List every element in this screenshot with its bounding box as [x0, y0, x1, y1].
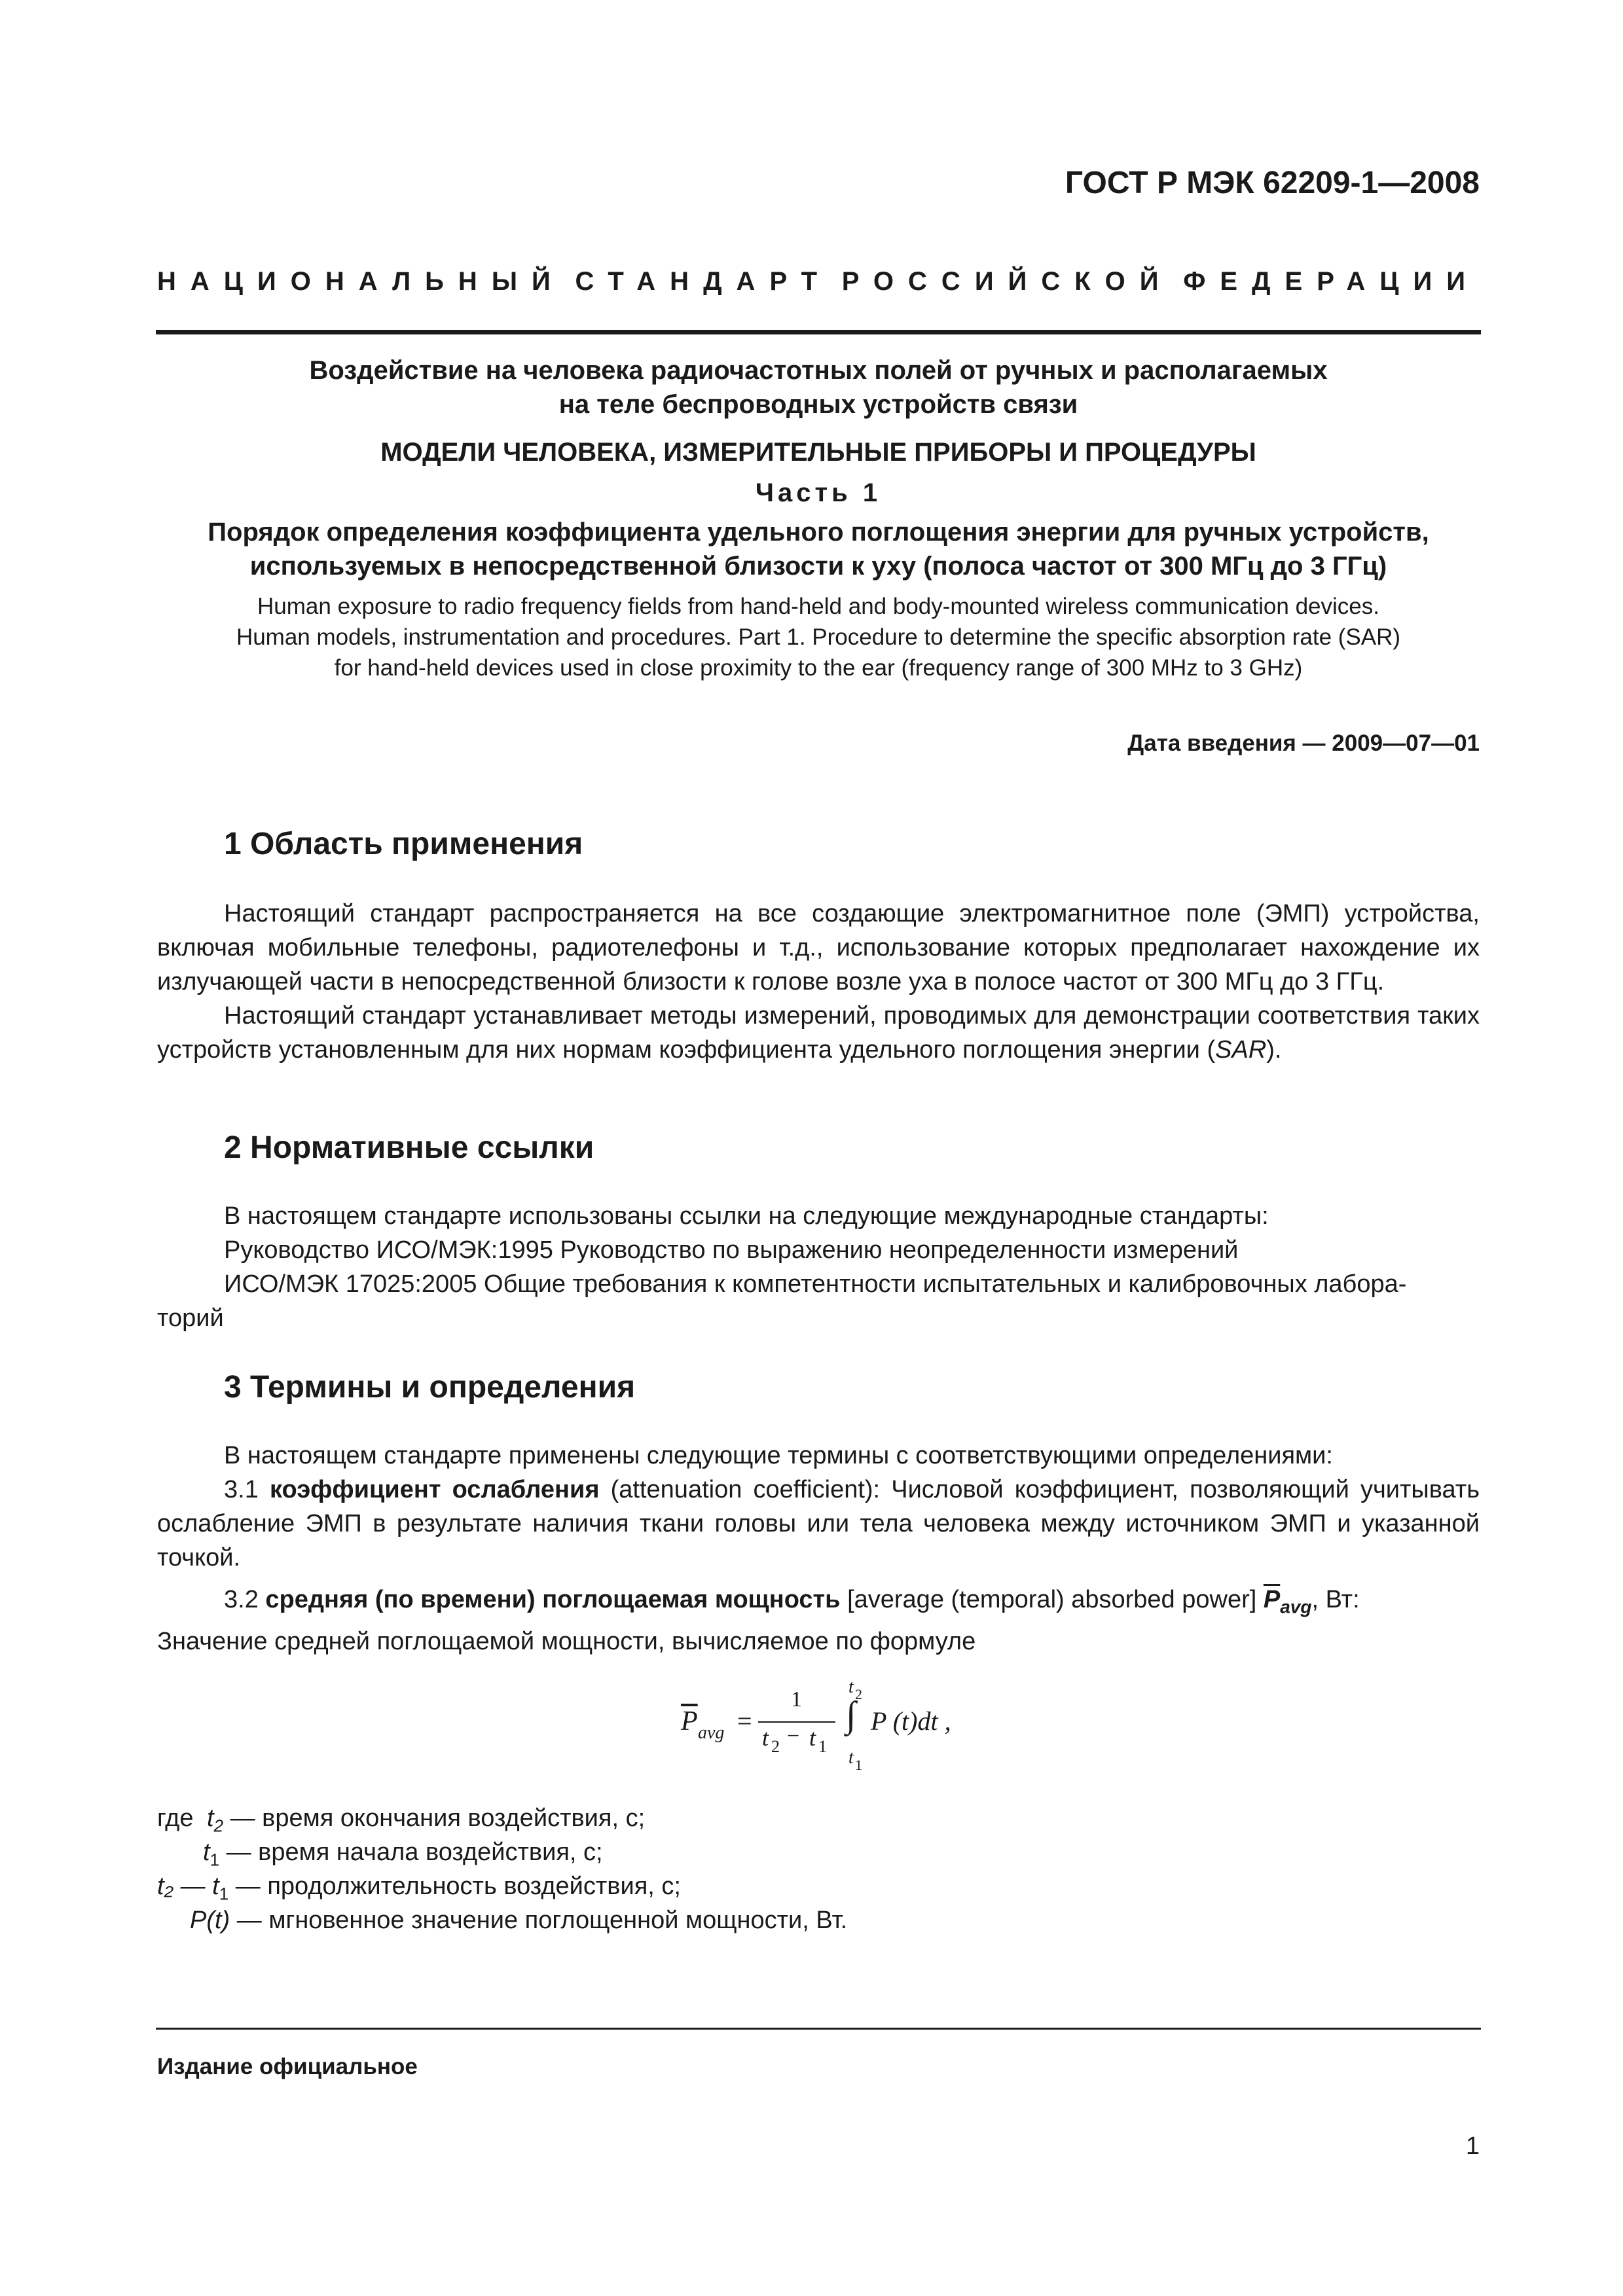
integral-sign: ∫	[846, 1695, 856, 1735]
term-3-2-symbol-sub: avg	[1280, 1596, 1312, 1617]
term-3-2-number: 3.2	[224, 1586, 266, 1613]
term-3-1-term: коэффициент ослабления	[269, 1476, 600, 1503]
footer-divider	[156, 2028, 1481, 2030]
part-title-line-1: Порядок определения коэффициента удельного поглощения энергии для ручных устройств,	[208, 518, 1429, 547]
legend-item	[157, 1869, 847, 1903]
term-3-2-english: [average (temporal) absorbed power]	[840, 1586, 1264, 1613]
legend-symbol-sub: 1	[219, 1884, 229, 1904]
english-title	[157, 591, 1480, 683]
part-label: Часть 1	[755, 478, 882, 507]
standard-code: ГОСТ Р МЭК 62209-1—2008	[1065, 166, 1480, 200]
english-title-line-3: for hand-held devices used in close proximity to the ear (frequency range of 300 MHz to 3 GHz)	[334, 655, 1303, 681]
legend-item	[157, 1801, 847, 1835]
sar-abbreviation: SAR	[1215, 1036, 1267, 1064]
banner-word-4: ФЕДЕРАЦИИ	[1183, 267, 1480, 296]
average-power-formula	[681, 1677, 1008, 1788]
formula-den-t1-sub: 1	[818, 1737, 827, 1756]
legend-item	[157, 1835, 847, 1869]
legend-symbol: t₂ — t	[157, 1873, 219, 1900]
page-number: 1	[1465, 2132, 1480, 2160]
term-3-2-symbol	[1264, 1586, 1280, 1613]
section-3-paragraph-1: В настоящем стандарте применены следующие термины с соответствующими определениями:	[224, 1442, 1333, 1469]
legend-symbol: t	[203, 1839, 210, 1866]
section-2-paragraph-1: В настоящем стандарте использованы ссылки на следующие международные стандарты:	[224, 1202, 1269, 1230]
formula-den-minus: −	[787, 1724, 800, 1748]
introduction-date: Дата введения — 2009—07—01	[1127, 730, 1480, 756]
term-3-1-definition: (attenuation coefficient): Числовой коэффициент, позволяющий учитывать ослабление ЭМП в результате наличия ткани головы или тела человека между источником ЭМП и указанной точкой.	[157, 1476, 1480, 1571]
legend-item	[157, 1903, 847, 1937]
title-line-1: Воздействие на человека радиочастотных полей от ручных и располагаемых	[309, 356, 1328, 385]
term-3-1	[157, 1473, 1480, 1575]
term-3-2-unit: , Вт:	[1311, 1586, 1360, 1613]
banner-word-3: РОССИЙСКОЙ	[841, 267, 1173, 296]
english-title-line-2: Human models, instrumentation and procedures. Part 1. Procedure to determine the specific absorption rate (SAR)	[236, 624, 1401, 650]
subtitle: МОДЕЛИ ЧЕЛОВЕКА, ИЗМЕРИТЕЛЬНЫЕ ПРИБОРЫ И ПРОЦЕДУРЫ	[380, 438, 1256, 467]
section-2-reference-2: ИСО/МЭК 17025:2005 Общие требования к компетентности испытательных и калибровочных лабора- торий	[157, 1270, 1407, 1332]
legend-symbol-sub: 2	[213, 1816, 224, 1836]
legend-prefix: где	[157, 1804, 201, 1832]
integral-lower-limit: t	[848, 1748, 854, 1768]
term-3-2-term: средняя (по времени) поглощаемая мощность	[265, 1586, 841, 1613]
integral-upper-limit: t	[848, 1677, 854, 1697]
integral-upper-sub: 2	[855, 1686, 862, 1702]
integral-lower-sub: 1	[855, 1757, 862, 1773]
legend-text: — время начала воздействия, с;	[219, 1839, 603, 1866]
section-2-body	[157, 1199, 1480, 1335]
section-3-body	[157, 1439, 1480, 1659]
title-block	[157, 353, 1480, 422]
formula-equals: =	[737, 1706, 752, 1736]
section-1-paragraph-2-text: Настоящий стандарт устанавливает методы измерений, проводимых для демонстрации соответствия таких устройств установленным для них нормам коэффициента удельного поглощения энергии (	[157, 1002, 1480, 1064]
section-1-body	[157, 897, 1480, 1067]
section-1-heading: 1 Область применения	[224, 827, 583, 861]
formula-den-t2: t	[762, 1725, 769, 1751]
term-3-2-symbol-letter: $\overline{P}$	[1263, 1586, 1281, 1613]
national-standard-banner	[157, 267, 1480, 296]
section-3-heading: 3 Термины и определения	[224, 1370, 636, 1405]
formula-lhs-sub: avg	[698, 1723, 725, 1743]
section-2-heading: 2 Нормативные ссылки	[224, 1130, 594, 1165]
header-divider	[156, 330, 1481, 334]
term-3-2-line-2: Значение средней поглощаемой мощности, вычисляемое по формуле	[157, 1627, 976, 1655]
section-1-paragraph-2-end: ).	[1266, 1036, 1282, 1064]
formula-den-t1: t	[809, 1725, 816, 1751]
banner-word-2: СТАНДАРТ	[575, 267, 832, 296]
english-title-line-1: Human exposure to radio frequency fields from hand-held and body-mounted wireless communication devices.	[257, 594, 1379, 619]
part-title-line-2: используемых в непосредственной близости к уху (полоса частот от 300 МГц до 3 ГГц)	[249, 552, 1387, 581]
legend-symbol-sub: 1	[210, 1850, 220, 1870]
legend-symbol: P(t)	[190, 1907, 230, 1934]
formula-integrand: P (t)dt ,	[871, 1706, 951, 1736]
section-1-paragraph-2	[157, 999, 1480, 1067]
fraction-bar	[758, 1721, 835, 1723]
title-line-2: на теле беспроводных устройств связи	[558, 390, 1078, 419]
section-2-reference-1: Руководство ИСО/МЭК:1995 Руководство по выражению неопределенности измерений	[224, 1236, 1239, 1264]
part-title	[157, 515, 1480, 583]
edition-label: Издание официальное	[157, 2054, 418, 2079]
legend-text: — мгновенное значение поглощенной мощности, Вт.	[230, 1907, 848, 1934]
formula-legend	[157, 1801, 847, 1937]
legend-text: — продолжительность воздействия, с;	[228, 1873, 681, 1900]
section-1-paragraph-1: Настоящий стандарт распространяется на все создающие электромагнитное поле (ЭМП) устройства, включая мобильные телефоны, радиотелефоны и т.д., использование которых предполагает нахождение их излучающей части в непосредственной близости к голове возле уха в полосе частот от 300 МГц до 3 ГГц.	[157, 900, 1480, 996]
banner-word-1: НАЦИОНАЛЬНЫЙ	[157, 267, 565, 296]
legend-symbol: t	[207, 1804, 214, 1832]
term-3-1-number: 3.1	[224, 1476, 270, 1503]
legend-text: — время окончания воздействия, с;	[223, 1804, 646, 1832]
formula-den-t2-sub: 2	[771, 1737, 780, 1756]
formula-lhs: $\overline{P}$	[681, 1706, 698, 1736]
formula-numerator: 1	[791, 1687, 802, 1712]
term-3-2	[157, 1583, 1480, 1624]
